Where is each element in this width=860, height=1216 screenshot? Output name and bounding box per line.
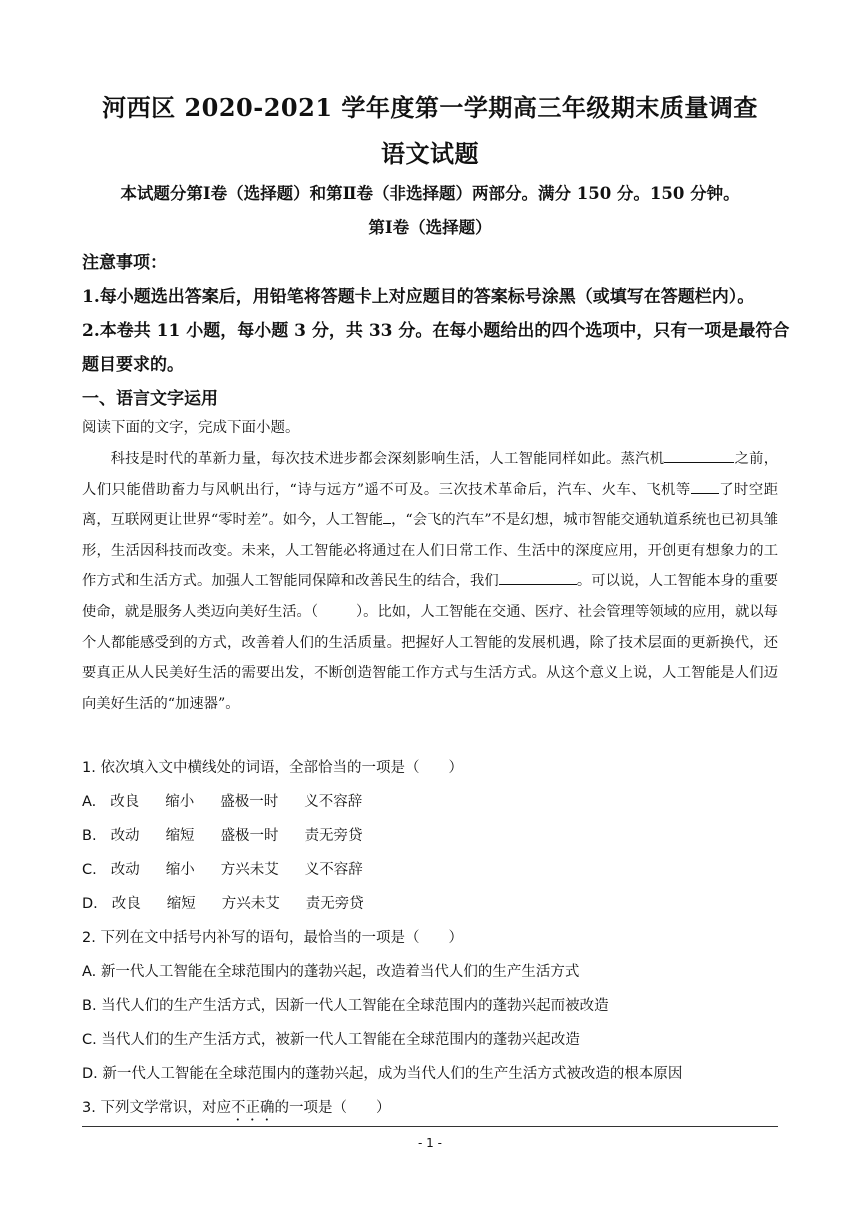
option-word: 缩短 bbox=[166, 896, 196, 912]
q1-option-c bbox=[82, 858, 377, 879]
option-word: 改良 bbox=[111, 896, 141, 912]
option-label: B. bbox=[82, 828, 97, 844]
q3-stem-start: 3. 下列文学常识，对应 bbox=[82, 1100, 231, 1116]
option-word: 改动 bbox=[110, 828, 140, 844]
passage-text-5: 。可以说，人工智能本身的重要使命，就是服务人类迈向美好生活。（ bbox=[82, 573, 779, 620]
option-label: C. bbox=[82, 862, 97, 878]
blank-1 bbox=[664, 448, 734, 463]
option-word: 改良 bbox=[110, 794, 140, 810]
option-word: 方兴未艾 bbox=[220, 862, 279, 878]
q2-option-b: B. 当代人们的生产生活方式，因新一代人工智能在全球范围内的蓬勃兴起而被改造 bbox=[82, 998, 609, 1014]
q1-option-d bbox=[82, 892, 378, 913]
footer-divider bbox=[82, 1126, 778, 1127]
option-word: 义不容辞 bbox=[304, 794, 363, 810]
option-word: 责无旁贷 bbox=[304, 828, 363, 844]
option-word: 盛极一时 bbox=[220, 828, 279, 844]
question-3-stem bbox=[82, 1096, 390, 1124]
section-instruction: 阅读下面的文字，完成下面小题。 bbox=[82, 420, 300, 436]
question-2-stem: 2. 下列在文中括号内补写的语句，最恰当的一项是（ ） bbox=[82, 930, 463, 946]
reading-passage bbox=[82, 444, 778, 719]
notice-item-2-cont: 题目要求的。 bbox=[82, 355, 184, 375]
exam-intro: 本试题分第Ⅰ卷（选择题）和第Ⅱ卷（非选择题）两部分。满分 150 分。150 分钟。 bbox=[120, 184, 740, 203]
option-word: 缩小 bbox=[165, 794, 195, 810]
option-word: 义不容辞 bbox=[304, 862, 363, 878]
question-1-stem: 1. 依次填入文中横线处的词语，全部恰当的一项是（ ） bbox=[82, 760, 463, 776]
option-label: A. bbox=[82, 794, 97, 810]
q1-option-a bbox=[82, 790, 376, 811]
exam-title: 河西区 2020-2021 学年度第一学期高三年级期末质量调查 bbox=[102, 93, 758, 122]
blank-2 bbox=[691, 478, 719, 493]
q3-emphasis: 不正确 bbox=[230, 1100, 275, 1116]
notice-item-1: 1.每小题选出答案后，用铅笔将答题卡上对应题目的答案标号涂黑（或填写在答题栏内）。 bbox=[82, 287, 755, 307]
q3-stem-end: 的一项是（ ） bbox=[274, 1100, 391, 1116]
q2-option-d: D. 新一代人工智能在全球范围内的蓬勃兴起，成为当代人们的生产生活方式被改造的根本原因 bbox=[82, 1066, 683, 1082]
option-word: 方兴未艾 bbox=[221, 896, 280, 912]
q1-option-b bbox=[82, 824, 377, 845]
option-word: 盛极一时 bbox=[220, 794, 279, 810]
blank-4 bbox=[499, 570, 577, 585]
passage-text-2: 之前，人们只能借助畜力与风帆出行，“诗与远方”遥不可及。三次技术革命后，汽车、火车、飞机等 bbox=[82, 451, 779, 498]
section-heading: 一、语言文字运用 bbox=[82, 389, 218, 409]
option-word: 缩小 bbox=[165, 862, 195, 878]
passage-text-1: 科技是时代的革新力量，每次技术进步都会深刻影响生活，人工智能同样如此。蒸汽机 bbox=[110, 451, 665, 467]
page-number: - 1 - bbox=[418, 1136, 442, 1150]
passage-text-4: ，“会飞的汽车”不是幻想，城市智能交通轨道系统也已初具雏形，生活因科技而改变。未来，人工智能必将通过在人们日常工作、生活中的深度应用，开创更有想象力的工作方式和生活方式。加强人工智能同保障和改善民生的结合，我们 bbox=[82, 512, 778, 590]
option-word: 责无旁贷 bbox=[305, 896, 364, 912]
volume-heading: 第Ⅰ卷（选择题） bbox=[368, 218, 492, 237]
passage-text-3: 了时空距离，互联网更让世界“零时差”。如今，人工智能 bbox=[82, 481, 778, 529]
option-word: 缩短 bbox=[165, 828, 195, 844]
option-label: D. bbox=[82, 896, 98, 912]
passage-text-6: ）。比如，人工智能在交通、医疗、社会管理等领域的应用，就以每个人都能感受到的方式，改善着人们的生活质量。把握好人工智能的发展机遇，除了技术层面的更新换代，还要真正从人民美好生活的需要出发，不断创造智能工作方式与生活方式。从这个意义上说，人工智能是人们迈向美好生活的“加速器”。 bbox=[82, 603, 778, 712]
exam-subject: 语文试题 bbox=[381, 139, 479, 168]
q2-option-a: A. 新一代人工智能在全球范围内的蓬勃兴起，改造着当代人们的生产生活方式 bbox=[82, 964, 580, 980]
option-word: 改动 bbox=[110, 862, 140, 878]
notice-heading: 注意事项： bbox=[82, 253, 167, 273]
q2-option-c: C. 当代人们的生产生活方式，被新一代人工智能在全球范围内的蓬勃兴起改造 bbox=[82, 1032, 580, 1048]
blank-3 bbox=[383, 509, 391, 524]
passage-paragraph bbox=[82, 444, 778, 719]
notice-item-2: 2.本卷共 11 小题，每小题 3 分，共 33 分。在每小题给出的四个选项中，只有一项是最符合 bbox=[82, 321, 790, 341]
